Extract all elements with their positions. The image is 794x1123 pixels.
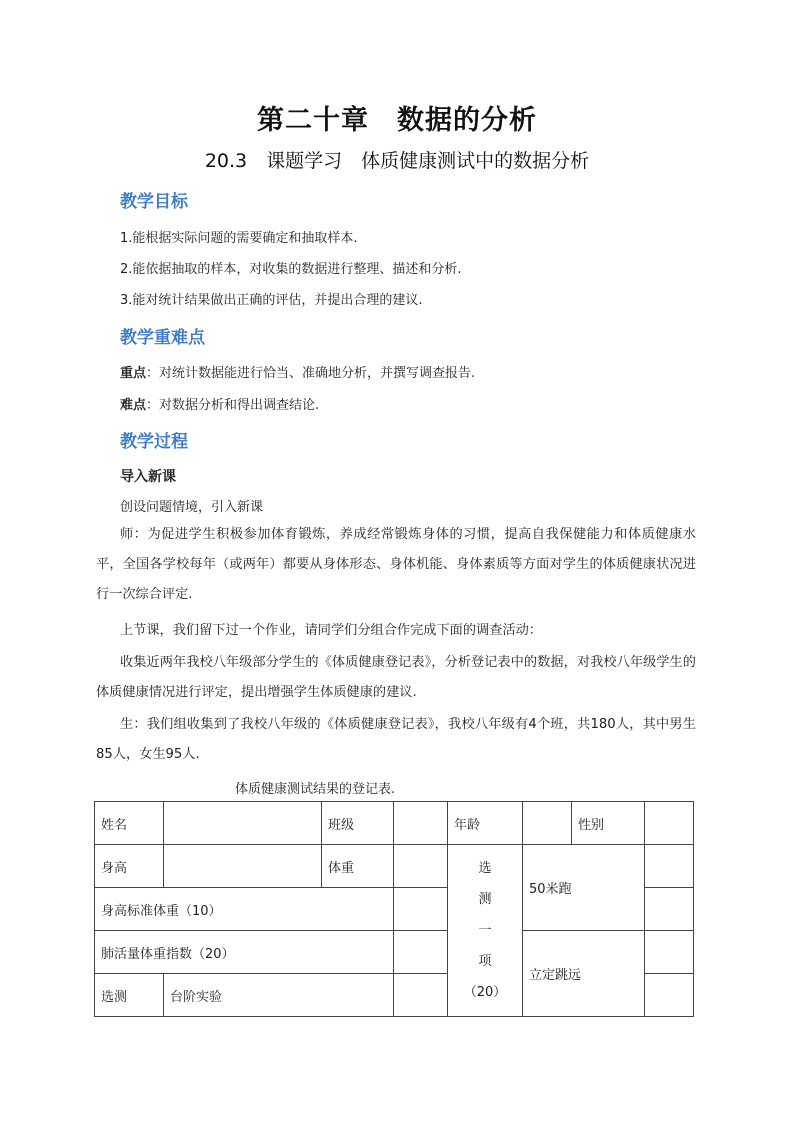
lung-cell [394,931,448,974]
process-heading: 教学过程 [120,432,188,452]
name-label: 姓名 [95,802,164,845]
elective-label [448,845,523,1017]
height-weight-label: 身高标准体重（10） [95,888,394,931]
key-point [120,362,475,381]
lung-label: 肺活量体重指数（20） [95,931,394,974]
weight-label: 体重 [322,845,394,888]
lesson-subtitle: 20.3 课题学习 体质健康测试中的数据分析 [204,150,590,172]
gender-cell [645,802,694,845]
intro-text: 创设问题情境，引入新课 [120,500,264,515]
assignment-paragraph: 上节课，我们留下过一个作业，请同学们分组合作完成下面的调查活动： [120,623,542,638]
elective-char: 项 [478,954,492,969]
step-test-cell [394,974,448,1017]
weight-cell [394,845,448,888]
elective-char: 一 [478,923,492,938]
gender-label: 性别 [572,802,645,845]
key-text: ：对统计数据能进行恰当、准确地分析，并撰写调查报告. [146,366,476,381]
difficult-label: 难点 [120,398,147,413]
elective-char: 测 [478,892,492,907]
teacher-paragraph: 师：为促进学生积极参加体育锻炼，养成经常锻炼身体的习惯，提高自我保健能力和体质健康水平，全国各学校每年（或两年）都要从身体形态、身体机能、身体素质等方面对学生的体质健康状况进行一次综合评定. [96,527,696,602]
table-caption: 体质健康测试结果的登记表. [235,782,396,797]
elective-char: （20） [463,985,507,1000]
jump-label: 立定跳远 [523,931,645,1017]
step-test-label: 台阶实验 [164,974,394,1017]
height-cell [164,845,322,888]
keypoints-heading: 教学重难点 [120,328,205,348]
elective-char: 选 [478,861,492,876]
name-cell [164,802,322,845]
elective-row-label: 选测 [95,974,164,1017]
height-weight-cell [394,888,448,931]
registration-table [94,801,694,1017]
goals-heading: 教学目标 [120,192,188,212]
chapter-title: 第二十章 数据的分析 [257,105,537,136]
age-label: 年龄 [448,802,523,845]
class-label: 班级 [322,802,394,845]
goal-item: 2.能依据抽取的样本，对收集的数据进行整理、描述和分析. [120,262,462,277]
difficult-point [120,394,319,413]
age-cell [523,802,572,845]
student-paragraph: 生：我们组收集到了我校八年级的《体质健康登记表》，我校八年级有4个班，共180人，其中男生85人，女生95人. [96,717,696,762]
goal-item: 3.能对统计结果做出正确的评估，并提出合理的建议. [120,293,423,308]
key-label: 重点 [120,366,147,381]
goal-item: 1.能根据实际问题的需要确定和抽取样本. [120,231,358,246]
intro-subheading: 导入新课 [120,469,176,485]
run50-label: 50米跑 [523,845,645,931]
run50-cell-2 [645,888,694,931]
jump-cell [645,931,694,974]
activity-paragraph: 收集近两年我校八年级部分学生的《体质健康登记表》，分析登记表中的数据，对我校八年级学生的体质健康情况进行评定，提出增强学生体质健康的建议. [96,655,696,700]
run50-cell [645,845,694,888]
class-cell [394,802,448,845]
height-label: 身高 [95,845,164,888]
jump-cell-2 [645,974,694,1017]
difficult-text: ：对数据分析和得出调查结论. [146,398,320,413]
